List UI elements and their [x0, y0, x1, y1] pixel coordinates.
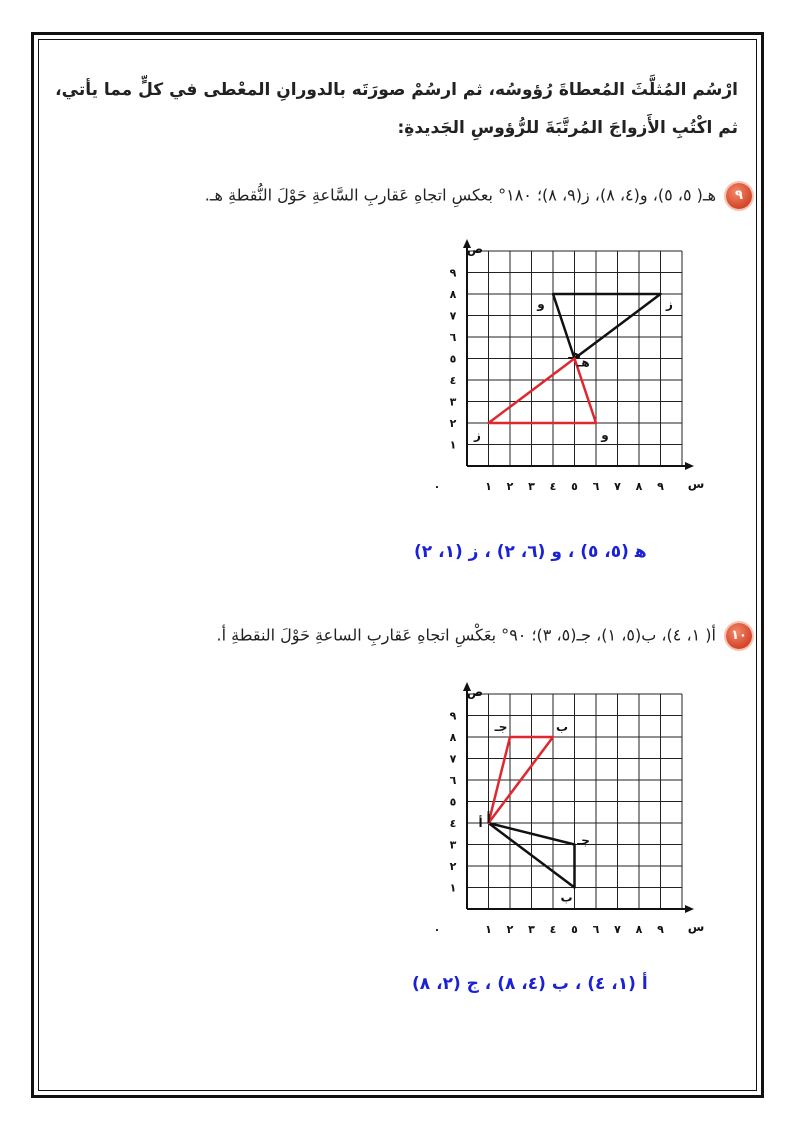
- y-tick-label: ٧: [449, 309, 457, 323]
- y-tick-label: ٣: [449, 838, 457, 852]
- x-tick-label: ٧: [614, 923, 621, 936]
- y-tick-label: ٥: [449, 795, 457, 809]
- y-tick-label: ٩: [449, 266, 457, 280]
- vertex-label: جـ: [494, 720, 508, 734]
- vertex-label: ب: [560, 890, 573, 905]
- exercise-1-prompt: هـ( ٥، ٥)، و(٤، ٨)، ز(٩، ٨)؛ ١٨٠° بعكسِ اتجاهِ عَقاربِ السَّاعةِ حَوْلَ النُّقطةِ هـ.: [204, 185, 716, 205]
- vertex-label: هـ: [568, 347, 581, 362]
- y-tick-label: ٢: [449, 860, 457, 873]
- y-tick-label: ٢: [449, 417, 457, 430]
- origin-label: ٠: [433, 480, 441, 493]
- y-tick-label: ٦: [449, 331, 457, 344]
- x-tick-label: ١: [485, 480, 492, 493]
- x-tick-label: ٦: [592, 480, 600, 493]
- exercise-1-heading: [205, 183, 752, 209]
- x-tick-label: ٥: [571, 480, 578, 493]
- y-tick-label: ٥: [449, 352, 457, 366]
- x-tick-label: ٢: [506, 480, 514, 493]
- vertex-label: و: [537, 297, 545, 311]
- vertex-label: ز: [474, 428, 481, 442]
- y-tick-label: ١: [449, 881, 457, 895]
- exercise-number-badge: ١٠: [726, 623, 752, 649]
- y-axis-label: ص: [466, 242, 484, 256]
- y-tick-label: ٤: [449, 817, 457, 830]
- x-tick-label: ٤: [549, 480, 557, 493]
- y-tick-label: ٨: [449, 288, 457, 301]
- x-tick-label: ٧: [614, 480, 621, 493]
- x-tick-label: ٢: [506, 923, 514, 936]
- x-tick-label: ٩: [657, 480, 664, 493]
- coordinate-grid-1: [420, 242, 705, 500]
- x-tick-label: ٩: [657, 923, 664, 936]
- x-tick-label: ٤: [549, 923, 557, 936]
- x-tick-label: ١: [485, 923, 492, 936]
- x-tick-label: ٥: [571, 923, 578, 936]
- x-tick-label: ٣: [528, 923, 535, 936]
- vertex-label: أ: [486, 812, 491, 826]
- y-tick-label: ٣: [449, 395, 457, 409]
- vertex-label: أ: [478, 816, 483, 830]
- origin-label: ٠: [433, 923, 441, 936]
- y-axis-label: ص: [466, 685, 484, 699]
- exercise-2-prompt: أ( ١، ٤)، ب(٥، ١)، جـ(٥، ٣)؛ ٩٠° بعَكْسِ اتجاهِ عَقاربِ الساعةِ حَوْلَ النقطةِ أ.: [216, 625, 716, 645]
- exercise-2-heading: [217, 623, 752, 649]
- x-tick-label: ٣: [528, 480, 535, 493]
- vertex-label: ز: [666, 297, 673, 311]
- y-tick-label: ١: [449, 438, 457, 452]
- vertex-label: جـ: [577, 833, 590, 848]
- y-tick-label: ٨: [449, 731, 457, 744]
- vertex-label: ب: [555, 720, 569, 734]
- x-tick-label: ٨: [635, 480, 643, 493]
- x-tick-label: ٦: [592, 923, 600, 936]
- exercise-2-answer: أ (١، ٤) ، ب (٤، ٨) ، ج (٢، ٨): [412, 974, 648, 994]
- exercise-number-badge: ٩: [726, 183, 752, 209]
- y-tick-label: ٩: [449, 709, 457, 723]
- y-tick-label: ٤: [449, 374, 457, 387]
- vertex-label: هـ: [577, 355, 590, 370]
- x-axis-label: س: [687, 920, 705, 934]
- exercise-1-answer: ﻫ (٥، ٥) ، و (٦، ٢) ، ز (١، ٢): [414, 542, 647, 562]
- instruction-line-2: ثم اكْتُبِ الأَزواجَ المُرتَّبَةَ للرُّؤوسِ الجَديدةِ:: [397, 118, 738, 138]
- y-tick-label: ٧: [449, 752, 457, 766]
- coordinate-grid-2: [420, 685, 705, 943]
- x-tick-label: ٨: [635, 923, 643, 936]
- x-axis-label: س: [687, 477, 705, 491]
- y-tick-label: ٦: [449, 774, 457, 787]
- vertex-label: و: [601, 428, 609, 442]
- instruction-line-1: ارْسُم المُثلَّثَ المُعطاةَ رُؤوسُه، ثم ارسُمْ صورَتَه بالدورانِ المعْطى في كلٍّ مما يأتي،: [55, 80, 738, 100]
